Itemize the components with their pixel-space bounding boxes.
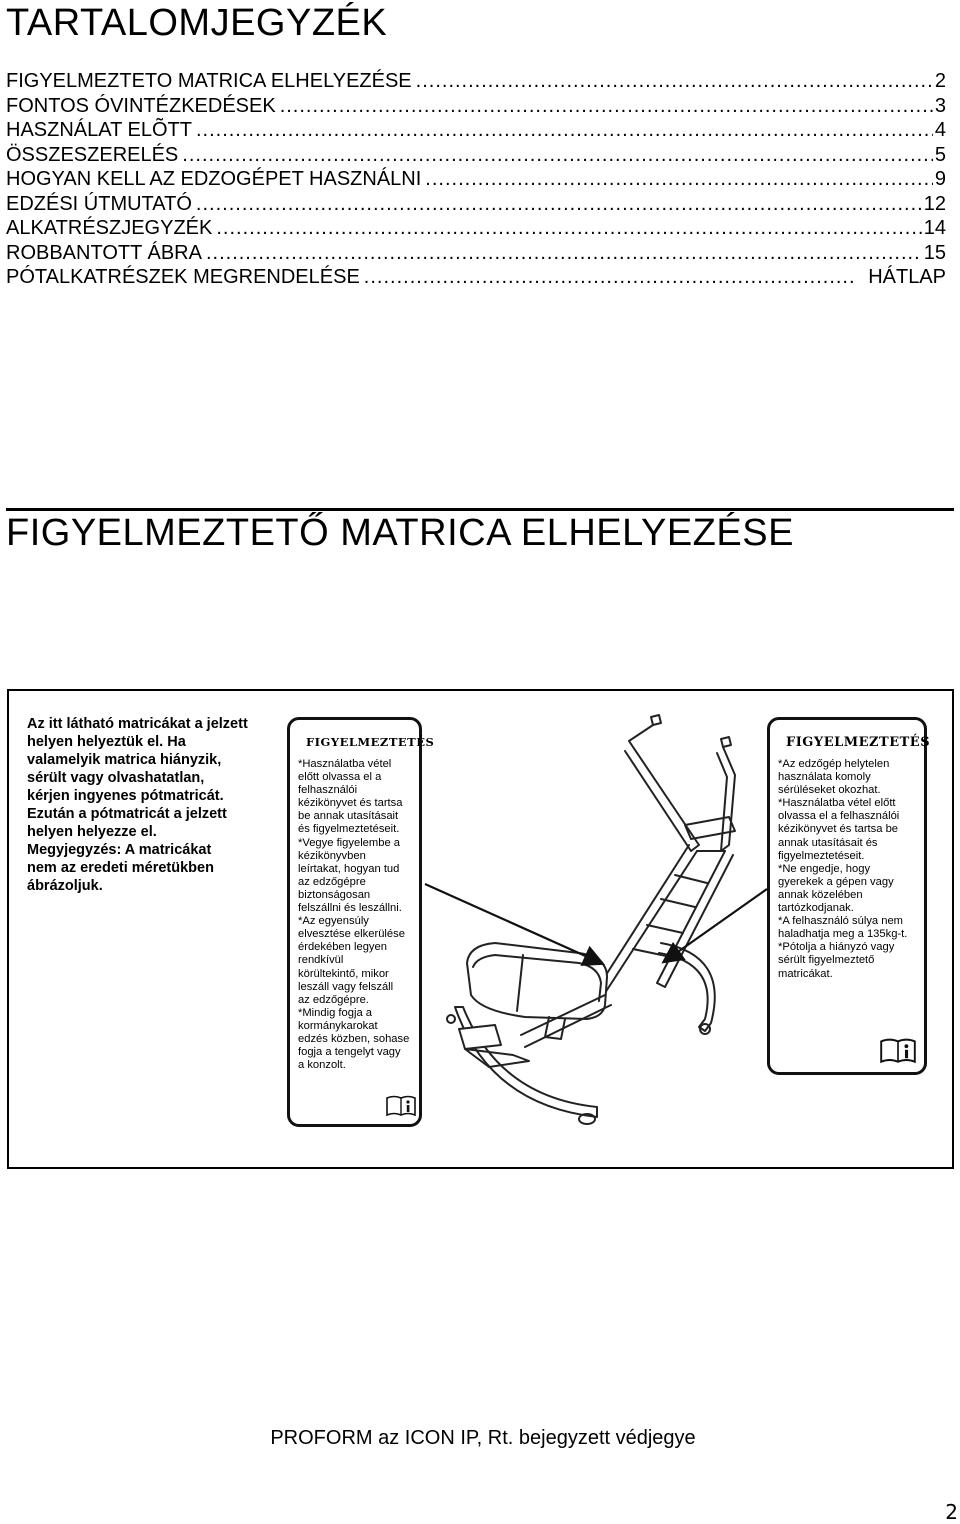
toc-entry-page: HÁTLAP bbox=[868, 266, 946, 288]
label-line: tartózkodjanak. bbox=[778, 902, 854, 915]
label-line: *Az edzőgép helytelen bbox=[778, 758, 890, 770]
label-line: és figyelmeztetéseit. bbox=[298, 823, 400, 836]
label-line: *Pótolja a hiányzó vagy bbox=[778, 941, 895, 954]
toc-entry-page: 4 bbox=[934, 119, 946, 141]
left-label-arrow bbox=[425, 884, 601, 963]
toc-entry-label: FIGYELMEZTETO MATRICA ELHELYEZÉSE bbox=[6, 70, 412, 92]
instruction-line: helyen helyezze el. bbox=[27, 824, 157, 840]
label-line: sérült figyelmeztető bbox=[778, 954, 875, 967]
instruction-line: ábrázoljuk. bbox=[27, 878, 103, 894]
toc-leader-dots bbox=[196, 119, 933, 142]
label-line: figyelmeztetéseit. bbox=[778, 849, 865, 862]
toc-entry bbox=[6, 119, 946, 144]
label-line: használata komoly bbox=[778, 771, 871, 784]
label-line: *Vegye figyelembe a bbox=[298, 836, 400, 849]
toc-leader-dots bbox=[206, 242, 922, 265]
toc-entry-page: 14 bbox=[923, 217, 946, 239]
toc-leader-dots bbox=[196, 193, 922, 216]
table-of-contents bbox=[6, 70, 946, 291]
toc-entry-label: ROBBANTOTT ÁBRA bbox=[6, 241, 202, 264]
label-line: érdekében legyen bbox=[298, 941, 387, 954]
instruction-line: Megyjegyzés: A matricákat bbox=[27, 842, 212, 858]
label-line: körültekintő, mikor bbox=[298, 967, 389, 980]
toc-entry-page: 5 bbox=[934, 143, 946, 166]
instruction-line: Az itt látható matricákat a jelzett bbox=[27, 716, 248, 732]
label-line: felhasználói bbox=[298, 784, 358, 797]
label-line: felszállni és leszállni. bbox=[298, 902, 402, 915]
right-label-arrow bbox=[665, 889, 767, 961]
toc-entry-page: 12 bbox=[923, 192, 946, 215]
label-line: kézikönyvet és tartsa be bbox=[778, 823, 899, 836]
label-line: sérüléseket okozhat. bbox=[778, 784, 881, 797]
instruction-line: helyen helyeztük el. Ha bbox=[27, 734, 186, 750]
toc-entry-label: FONTOS ÓVINTÉZKEDÉSEK bbox=[6, 94, 276, 117]
label-line: edzés közben, sohase bbox=[298, 1032, 410, 1045]
toc-entry bbox=[6, 144, 946, 169]
toc-entry-label: HOGYAN KELL AZ EDZOGÉPET HASZNÁLNI bbox=[6, 168, 422, 190]
label-line: a konzolt. bbox=[298, 1059, 346, 1072]
label-line: biztonságosan bbox=[298, 888, 371, 901]
label-line: *Mindig fogja a bbox=[298, 1006, 373, 1019]
label-line: haladhatja meg a 135kg-t. bbox=[778, 928, 908, 941]
label-line: *Használatba vétel bbox=[298, 758, 392, 770]
toc-leader-dots bbox=[416, 70, 933, 93]
label-line: rendkívül bbox=[298, 954, 344, 967]
toc-entry-label: PÓTALKATRÉSZEK MEGRENDELÉSE bbox=[6, 266, 360, 288]
toc-leader-dots bbox=[216, 217, 921, 240]
instruction-line: valamelyik matrica hiányzik, bbox=[27, 752, 222, 768]
trademark-notice: PROFORM az ICON IP, Rt. bejegyzett védjegye bbox=[270, 1427, 696, 1449]
section-rule bbox=[6, 508, 954, 511]
label-line: kormánykarokat bbox=[298, 1019, 378, 1032]
toc-leader-dots bbox=[182, 144, 933, 167]
toc-entry-page: 15 bbox=[923, 241, 946, 264]
label-line: matricákat. bbox=[778, 967, 833, 980]
toc-entry bbox=[6, 266, 946, 291]
toc-entry-page: 3 bbox=[934, 94, 946, 117]
toc-entry-page: 9 bbox=[934, 168, 946, 190]
label-line: elvesztése elkerülése bbox=[298, 928, 405, 941]
label-line: leírtakat, hogyan tud bbox=[298, 862, 400, 875]
label-line: be annak utasításait bbox=[298, 810, 399, 823]
label-line: annak közelében bbox=[778, 888, 863, 901]
label-line: annak utasításait és bbox=[778, 836, 878, 849]
warning-label-figure bbox=[7, 689, 954, 1169]
section-title: FIGYELMEZTETŐ MATRICA ELHELYEZÉSE bbox=[6, 512, 794, 554]
instruction-line: sérült vagy olvashatatlan, bbox=[27, 770, 205, 786]
label-line: *Az egyensúly bbox=[298, 915, 369, 928]
label-line: kézikönyvben bbox=[298, 849, 366, 862]
label-line: gyerekek a gépen vagy bbox=[778, 875, 894, 888]
instruction-line: Ezután a pótmatricát a jelzett bbox=[27, 806, 227, 822]
label-line: leszáll vagy felszáll bbox=[298, 980, 394, 993]
label-title: FIGYELMEZTETÉS bbox=[306, 735, 435, 749]
toc-entry bbox=[6, 193, 946, 218]
instruction-line: kérjen ingyenes pótmatricát. bbox=[27, 788, 224, 804]
toc-entry-page: 2 bbox=[934, 70, 946, 92]
toc-entry-label: HASZNÁLAT ELÕTT bbox=[6, 119, 192, 141]
toc-entry bbox=[6, 242, 946, 267]
toc-entry bbox=[6, 95, 946, 120]
toc-leader-dots bbox=[364, 266, 854, 289]
toc-leader-dots bbox=[280, 95, 933, 118]
label-line: *Használatba vétel előtt bbox=[778, 797, 896, 810]
label-line: olvassa el a felhasználói bbox=[778, 810, 900, 823]
toc-entry bbox=[6, 70, 946, 95]
label-title: FIGYELMEZTETÉS bbox=[786, 734, 931, 750]
toc-entry bbox=[6, 168, 946, 193]
toc-title: TARTALOMJEGYZÉK bbox=[6, 2, 388, 44]
toc-entry bbox=[6, 217, 946, 242]
label-line: fogja a tengelyt vagy bbox=[298, 1046, 401, 1059]
label-line: *Ne engedje, hogy bbox=[778, 862, 871, 875]
toc-entry-label: ÖSSZESZERELÉS bbox=[6, 143, 179, 166]
toc-leader-dots bbox=[425, 168, 933, 191]
label-line: kézikönyvet és tartsa bbox=[298, 797, 403, 810]
label-line: az edzőgépre bbox=[298, 875, 366, 888]
page-number: 2 bbox=[945, 1500, 958, 1524]
toc-entry-label: EDZÉSI ÚTMUTATÓ bbox=[6, 192, 192, 215]
instruction-line: nem az eredeti méretükben bbox=[27, 860, 214, 876]
label-line: *A felhasználó súlya nem bbox=[778, 915, 904, 928]
label-line: az edzőgépre. bbox=[298, 993, 369, 1006]
toc-entry-label: ALKATRÉSZJEGYZÉK bbox=[6, 217, 213, 239]
pointer-arrows bbox=[9, 691, 952, 1167]
label-line: előtt olvassa el a bbox=[298, 771, 382, 784]
